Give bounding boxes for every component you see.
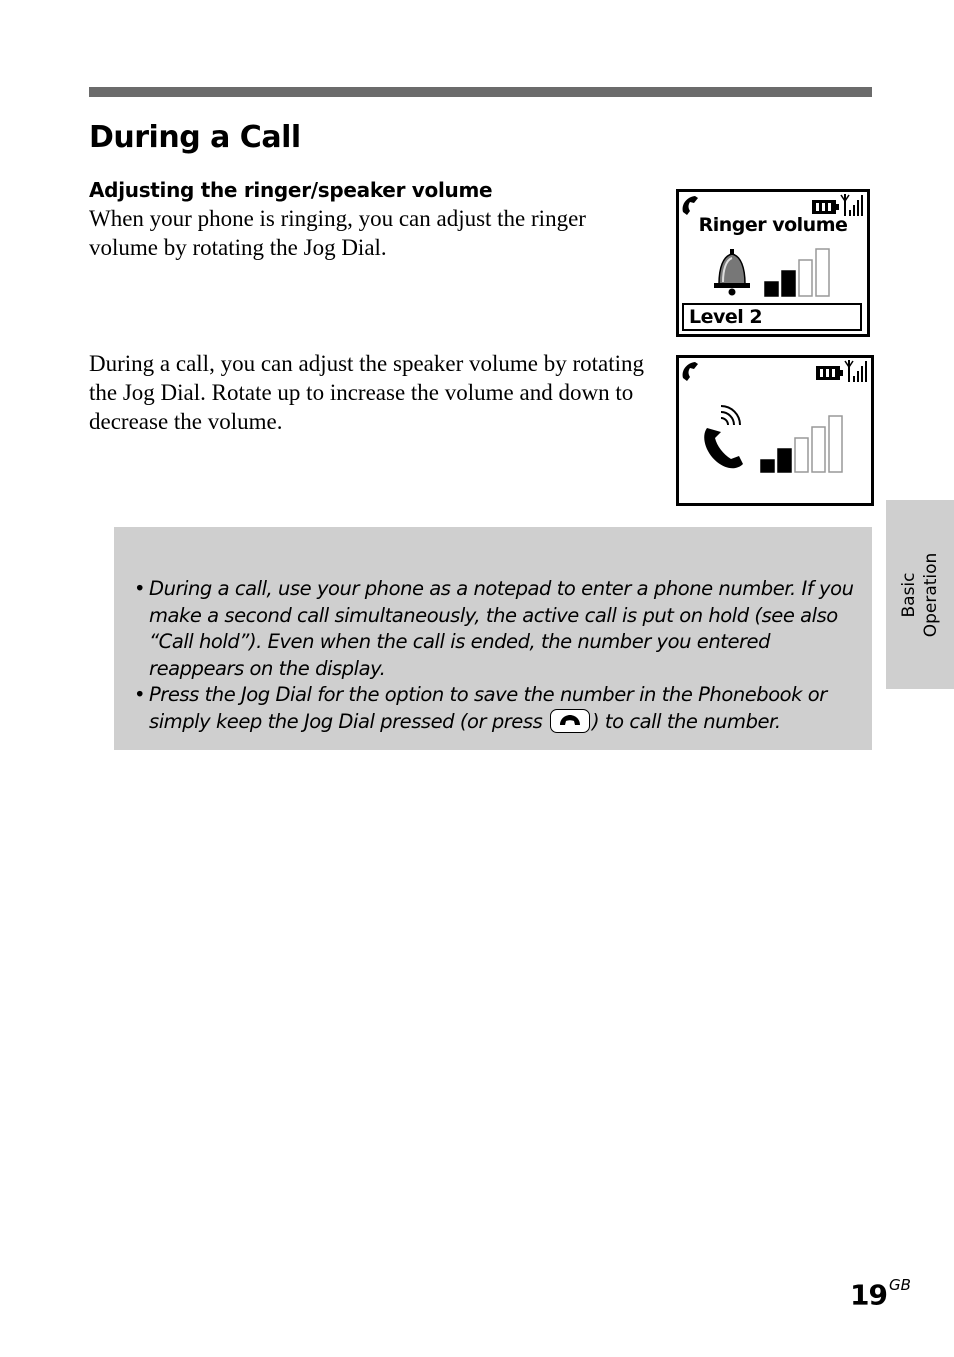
volume-bar-2 <box>778 449 791 472</box>
side-tab <box>886 500 954 689</box>
side-tab-label <box>898 553 942 638</box>
battery-icon <box>812 200 839 214</box>
battery-icon <box>816 366 843 380</box>
speaker-volume-bars <box>761 416 842 472</box>
note-bullet-2-text-after: ) to call the number. <box>592 709 781 733</box>
volume-bar-2 <box>782 271 795 296</box>
page-number-suffix: GB <box>888 1276 911 1294</box>
volume-bar-1 <box>765 282 778 296</box>
note-bullet-1 <box>134 576 859 682</box>
ringer-paragraph: When your phone is ringing, you can adjust the ringer volume by rotating the Jog Dial. <box>89 206 586 260</box>
side-tab-line1: Basic <box>899 572 919 618</box>
ringer-level-label: Level 2 <box>682 303 862 331</box>
signal-antenna-icon <box>845 360 867 382</box>
ringer-volume-screen <box>676 189 870 337</box>
signal-antenna-icon <box>841 194 863 216</box>
note-bullet-2 <box>134 682 859 735</box>
volume-bar-3 <box>799 260 812 296</box>
volume-bar-4 <box>816 249 829 296</box>
volume-bar-1 <box>761 460 774 472</box>
page-number <box>850 1271 911 1313</box>
note-bullet-2-text-before: Press the Jog Dial for the option to save the number in the Phonebook or simply keep the Jog Dial pressed (or press <box>149 683 827 733</box>
ringer-volume-bars <box>765 249 829 296</box>
speaking-phone-icon <box>704 406 743 468</box>
note-box <box>114 527 872 750</box>
top-rule <box>89 87 872 97</box>
bell-icon <box>714 249 750 296</box>
speaker-screen-graphics <box>679 358 871 503</box>
page-number-value: 19 <box>850 1278 887 1312</box>
ringer-screen-title: Ringer volume <box>698 214 848 236</box>
call-key-icon <box>550 709 590 733</box>
page-title: During a Call <box>89 120 301 155</box>
volume-bar-5 <box>829 416 842 472</box>
note-bullet-1-text: During a call, use your phone as a notepad to enter a phone number. If you make a second call simultaneously, the active call is put on hold (see also “Call hold”). Even when the call is ended, the number you entered reappears on the display. <box>149 577 854 680</box>
volume-bar-3 <box>795 438 808 472</box>
phone-handset-icon <box>683 196 698 215</box>
side-tab-line2: Operation <box>921 552 941 638</box>
speaker-volume-screen <box>676 355 874 506</box>
section-subheading: Adjusting the ringer/speaker volume <box>89 178 493 202</box>
note-list <box>134 576 859 735</box>
volume-bar-4 <box>812 427 825 472</box>
phone-handset-icon <box>683 362 698 381</box>
speaker-paragraph: During a call, you can adjust the speaker volume by rotating the Jog Dial. Rotate up to increase the volume and down to decrease the volume. <box>89 351 645 434</box>
